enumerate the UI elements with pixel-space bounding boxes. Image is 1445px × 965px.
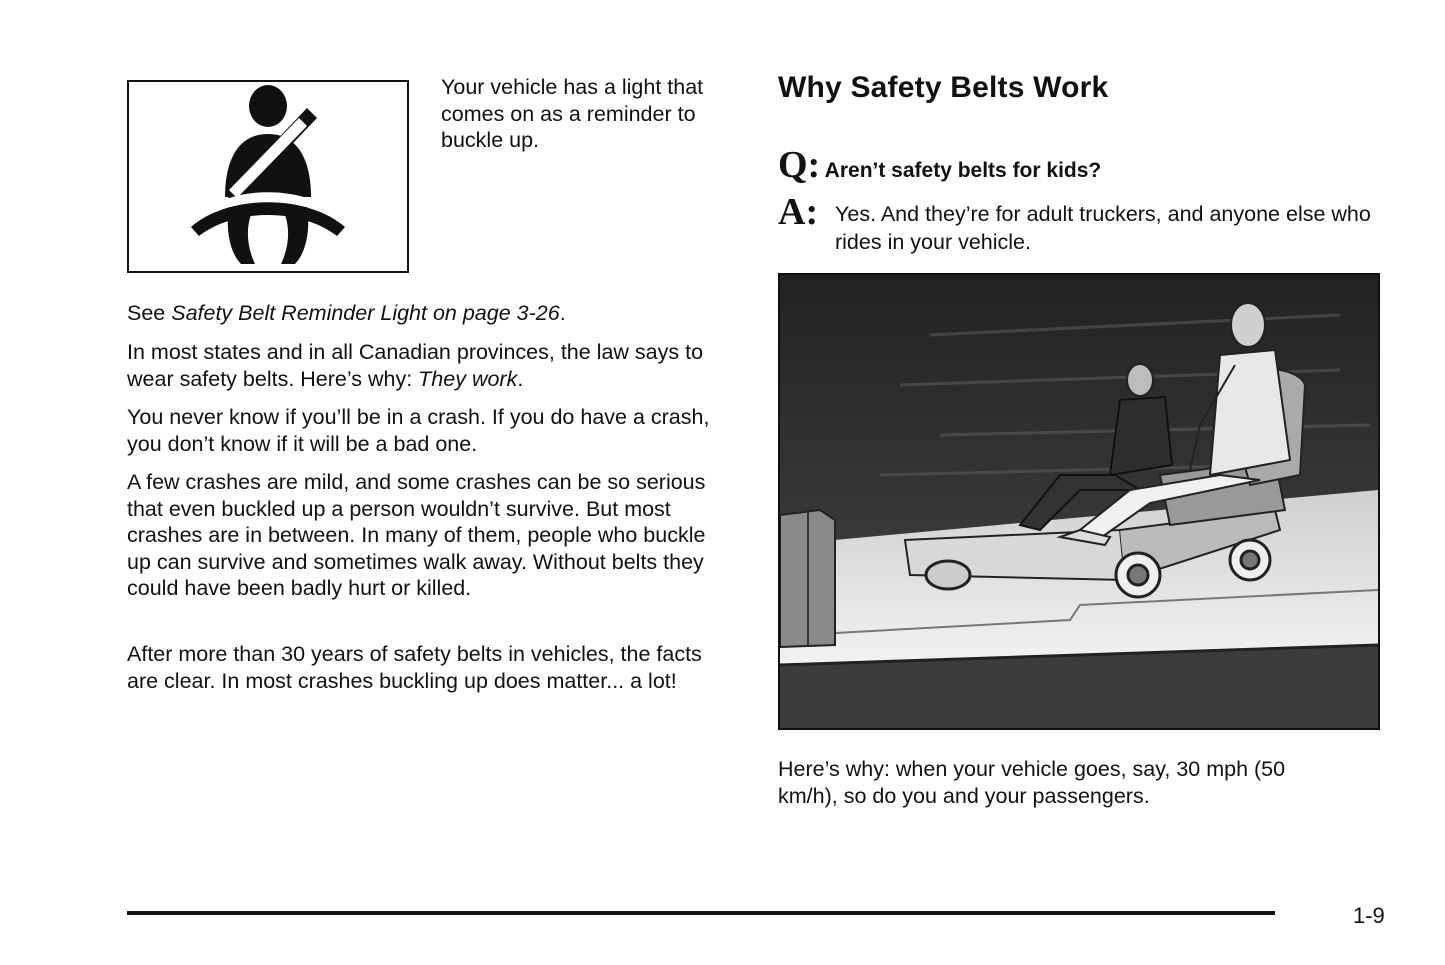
section-heading: Why Safety Belts Work [778,71,1109,104]
sled-illustration-icon [780,275,1378,728]
see-reference [127,300,737,327]
illustration-caption: Here’s why: when your vehicle goes, say, 30 mph (50 km/h), so do you and your passengers. [778,757,1286,808]
crash-paragraph: You never know if you’ll be in a crash. If you do have a crash, you don’t know if it will be a bad one. [127,405,710,456]
law-suffix: . [517,366,524,391]
question-letter: Q: [778,144,821,186]
crash-test-illustration [778,273,1380,730]
reminder-light-text: Your vehicle has a light that comes on as a reminder to buckle up. [441,75,704,152]
question-block [778,146,1378,184]
answer-text: Yes. And they’re for adult truckers, and anyone else who rides in your vehicle. [835,202,1371,254]
reference-link[interactable]: Safety Belt Reminder Light on page 3-26 [171,301,560,325]
seatbelt-reminder-icon [127,80,409,273]
law-emphasis: They work [418,366,518,391]
seatbelt-person-icon [129,82,407,271]
question-text: Aren’t safety belts for kids? [824,159,1102,182]
law-paragraph [127,339,717,392]
law-text: In most states and in all Canadian provinces, the law says to wear safety belts. Here’s why: [127,340,704,391]
page-number: 1-9 [1353,903,1385,928]
mild-crashes-paragraph: A few crashes are mild, and some crashes can be so serious that even buckled up a person wouldn’t survive. But most crashes are in between. In many of them, people who buckle up can survive and sometimes walk away. Without belts they could have been badly hurt or killed. [127,470,706,600]
see-suffix: . [559,301,566,325]
see-prefix: See [127,301,172,325]
answer-letter: A: [778,191,819,233]
footer-rule [127,911,1275,915]
thirty-years-paragraph: After more than 30 years of safety belts in vehicles, the facts are clear. In most crashes buckling up does matter... a lot! [127,642,702,693]
